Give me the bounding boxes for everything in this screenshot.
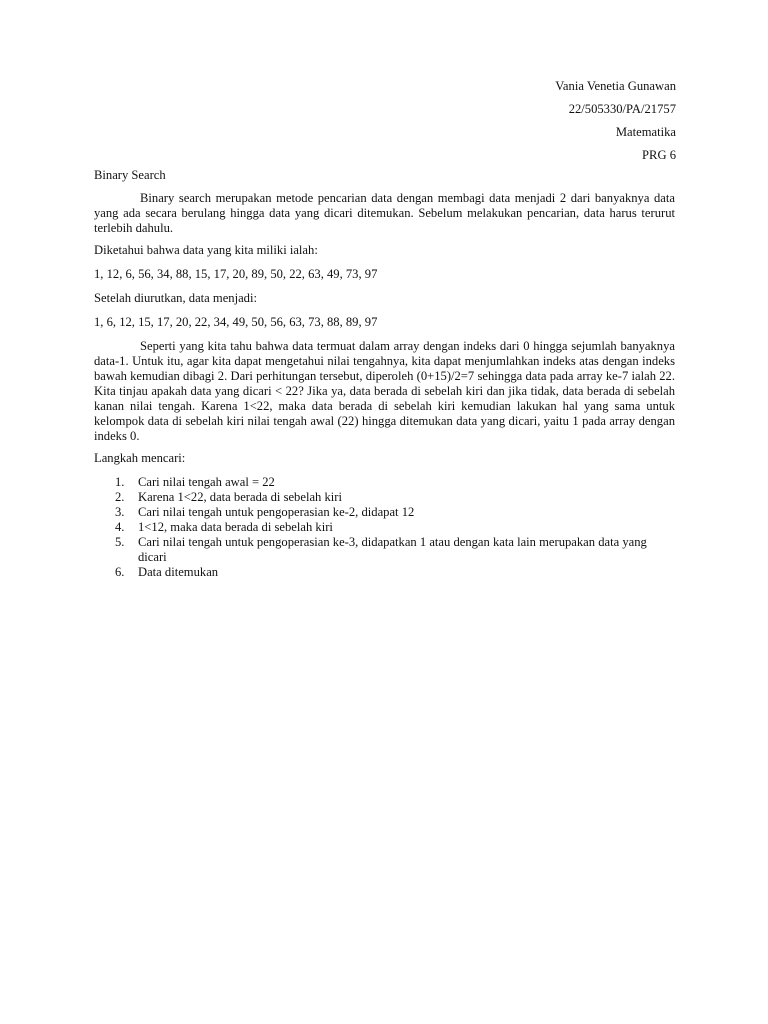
sorted-data-values: 1, 6, 12, 15, 17, 20, 22, 34, 49, 50, 56, 63, 73, 88, 89, 97 xyxy=(94,315,378,329)
step-number: 4. xyxy=(115,520,125,534)
given-data-values: 1, 12, 6, 56, 34, 88, 15, 17, 20, 89, 50, 22, 63, 49, 73, 97 xyxy=(94,267,378,281)
class-name: PRG 6 xyxy=(642,148,676,162)
step-text: Data ditemukan xyxy=(138,565,219,579)
student-id: 22/505330/PA/21757 xyxy=(568,102,676,116)
intro-paragraph: Binary search merupakan metode pencarian data dengan membagi data menjadi 2 dari banyaknya data yang ada secara berulang hingga data yang dicari ditemukan. Sebelum melakukan pencarian, data harus terurut terlebih dahulu. xyxy=(94,191,675,235)
step-text: Cari nilai tengah untuk pengoperasian ke-2, didapat 12 xyxy=(138,505,415,519)
step-item xyxy=(94,490,675,505)
step-item xyxy=(94,535,675,565)
step-number: 6. xyxy=(115,565,125,579)
author-name: Vania Venetia Gunawan xyxy=(555,79,676,93)
step-text: 1<12, maka data berada di sebelah kiri xyxy=(138,520,333,534)
subject-name: Matematika xyxy=(615,125,676,139)
steps-label: Langkah mencari: xyxy=(94,451,186,465)
given-data-label: Diketahui bahwa data yang kita miliki ialah: xyxy=(94,243,318,257)
step-number: 2. xyxy=(115,490,125,504)
step-item xyxy=(94,505,675,520)
step-text: Cari nilai tengah untuk pengoperasian ke-3, didapatkan 1 atau dengan kata lain merupakan data yang dicari xyxy=(138,535,647,564)
step-item xyxy=(94,520,675,535)
step-item xyxy=(94,565,675,580)
step-text: Karena 1<22, data berada di sebelah kiri xyxy=(138,490,342,504)
step-item xyxy=(94,475,675,490)
document-header xyxy=(555,79,676,171)
step-number: 1. xyxy=(115,475,125,489)
step-text: Cari nilai tengah awal = 22 xyxy=(138,475,275,489)
steps-list xyxy=(94,475,675,580)
document-title: Binary Search xyxy=(94,168,166,182)
explanation-paragraph: Seperti yang kita tahu bahwa data termuat dalam array dengan indeks dari 0 hingga sejumlah banyaknya data-1. Untuk itu, agar kita dapat mengetahui nilai tengahnya, kita dapat menjumlahkan indeks atas dengan indeks bawah kemudian dibagi 2. Dari perhitungan tersebut, diperoleh (0+15)/2=7 sehingga data pada array ke-7 ialah 22. Kita tinjau apakah data yang dicari < 22? Jika ya, data berada di sebelah kiri dan jika tidak, data berada di sebelah kanan nilai tengah. Karena 1<22, maka data berada di sebelah kiri kemudian lakukan hal yang sama untuk kelompok data di sebelah kiri nilai tengah awal (22) hingga ditemukan data yang dicari, yaitu 1 pada array dengan indeks 0. xyxy=(94,339,675,443)
document-body xyxy=(94,168,675,580)
step-number: 3. xyxy=(115,505,125,519)
sorted-data-label: Setelah diurutkan, data menjadi: xyxy=(94,291,257,305)
step-number: 5. xyxy=(115,535,125,549)
